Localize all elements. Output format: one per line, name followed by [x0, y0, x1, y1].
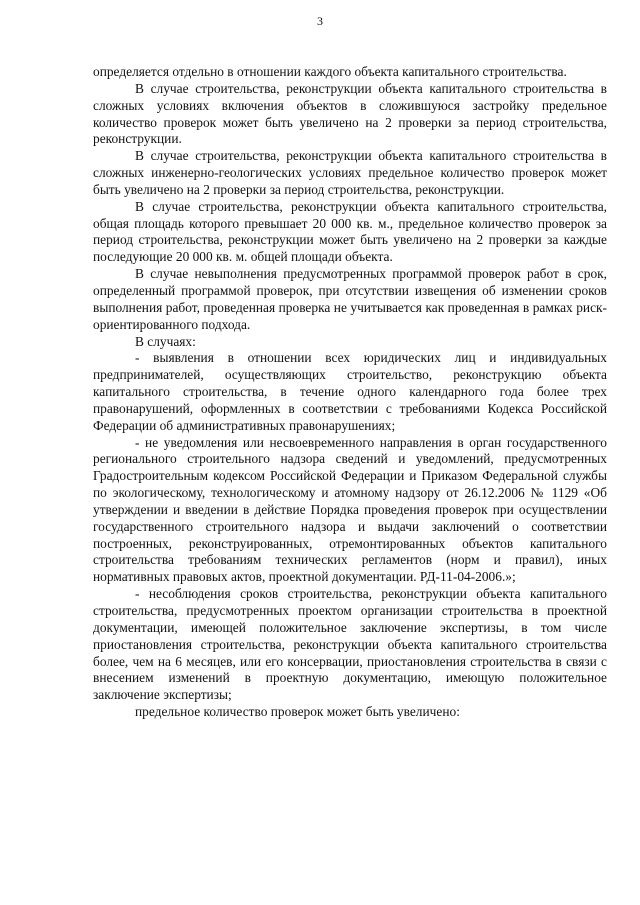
paragraph: В случае строительства, реконструкции объекта капитального строительства в сложных инженерно-геологических условиях предельное количество проверок может быть увеличено на 2 проверки за период строительства, реконструкции. [93, 148, 607, 197]
paragraph: - несоблюдения сроков строительства, реконструкции объекта капитального строительства, предусмотренных проектом организации строительства в проектной документации, имеющей положительное заключение экспертизы, в том числе приостановления строительства, реконструкции объекта капитального строительства более, чем на 6 месяцев, или его консервации, приостановления строительства в связи с внесением изменений в проектную документацию, имеющую положительное заключение экспертизы; [93, 586, 607, 703]
paragraph: В случае строительства, реконструкции объекта капитального строительства, общая площадь которого превышает 20 000 кв. м., предельное количество проверок за период строительства, реконструкции может быть увеличено на 2 проверки за каждые последующие 20 000 кв. м. общей площади объекта. [93, 198, 607, 265]
document-body [93, 64, 607, 721]
paragraph: В случае невыполнения предусмотренных программой проверок работ в срок, определенный программой проверок, при отсутствии извещения об изменении сроков выполнения работ, проведенная проверка не учитывается как проведенная в рамках риск-ориентированного подхода. [93, 266, 607, 332]
paragraph: определяется отдельно в отношении каждого объекта капитального строительства. [93, 64, 567, 79]
page-number: 3 [317, 14, 323, 28]
paragraph: В случаях: [135, 333, 196, 349]
paragraph: В случае строительства, реконструкции объекта капитального строительства в сложных условиях включения объектов в сложившуюся застройку предельное количество проверок может быть увеличено на 2 проверки за период строительства, реконструкции. [93, 80, 607, 147]
paragraph: - выявления в отношении всех юридических лиц и индивидуальных предпринимателей, осуществляющих строительство, реконструкцию объекта капитального строительства, в течение одного календарного года более трех правонарушений, оформленных в соответствии с требованиями Кодекса Российской Федерации об административных правонарушениях; [93, 350, 607, 433]
paragraph: предельное количество проверок может быть увеличено: [135, 704, 460, 720]
paragraph: - не уведомления или несвоевременного направления в орган государственного регионального строительного надзора сведений и уведомлений, предусмотренных Градостроительным кодексом Российской Федерации и Приказом Федеральной службы по экологическому, технологическому и атомному надзору от 26.12.2006 № 1129 «Об утверждении и введении в действие Порядка проведения проверок при осуществлении государственного строительного надзора и выдачи заключений о соответствии построенных, реконструированных, отремонтированных объектов капитального строительства требованиям технических регламентов (норм и правил), иных нормативных правовых актов, проектной документации. РД-11-04-2006.»; [93, 434, 607, 585]
